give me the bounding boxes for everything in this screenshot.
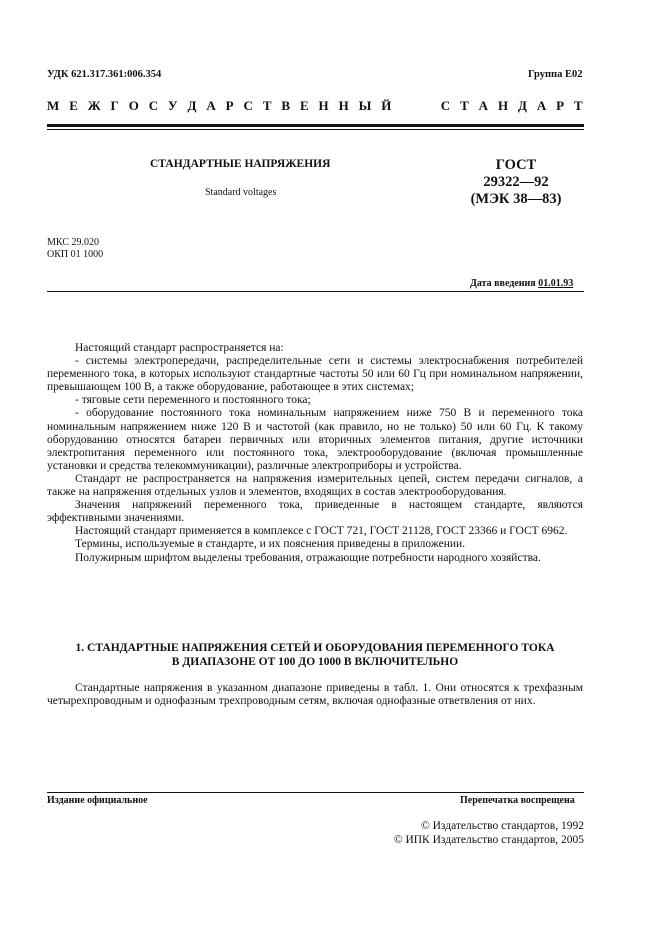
date-rule bbox=[47, 291, 584, 292]
scope-item-traction: - тяговые сети переменного и постоянного тока; bbox=[75, 394, 311, 407]
scope-item-power-systems: - системы электропередачи, распределительные сети и системы электроснабжения потребителей переменного тока, в которых используют стандартные частоты 50 или 60 Гц при номинальном напряжении, превышающем 100 В, а также оборудование, работающее в этих системах; bbox=[47, 355, 583, 394]
scope-item-dc-equipment: - оборудование постоянного тока номинальным напряжением ниже 750 В и переменного тока номинальным напряжением ниже 120 В и частотой (как правило, но не только) 50 или 60 Гц. К такому оборудованию относятся батареи первичных или вторичных элементов питания, другие источники электропитания переменного или постоянного тока, электрооборудование (включая промышленные установки и средства телекоммуникации), различные электроприборы и устройства. bbox=[47, 407, 583, 472]
banner-letter: Е bbox=[69, 98, 78, 113]
banner-letter bbox=[401, 98, 404, 114]
banner-letter: С bbox=[440, 98, 451, 113]
section-1-body bbox=[47, 682, 583, 708]
banner-letter: О bbox=[128, 98, 139, 113]
header-rule-thick bbox=[47, 124, 584, 127]
okp-code: ОКП 01 1000 bbox=[47, 249, 104, 260]
banner-letter: А bbox=[536, 98, 547, 113]
banner-letter: Р bbox=[556, 98, 565, 113]
banner-letter: Н bbox=[318, 98, 329, 113]
copyright-line-1: © Издательство стандартов, 1992 bbox=[420, 820, 584, 832]
banner-letter: Н bbox=[338, 98, 349, 113]
exclusions-paragraph: Стандарт не распространяется на напряжения измерительных цепей, систем передачи сигналов, а также на напряжения отдельных узлов и элементов, входящих в состав электрооборудования. bbox=[47, 472, 583, 499]
document-body bbox=[47, 342, 583, 565]
related-standards-paragraph: Настоящий стандарт применяется в комплексе с ГОСТ 721, ГОСТ 21128, ГОСТ 23366 и ГОСТ 6962. bbox=[75, 525, 568, 538]
official-edition-label: Издание официальное bbox=[47, 795, 148, 806]
rms-values-paragraph: Значения напряжений переменного тока, приведенные в настоящем стандарте, являются эффективными значениями. bbox=[47, 499, 583, 525]
banner-letter: Н bbox=[497, 98, 509, 113]
banner-letter: Р bbox=[225, 98, 234, 113]
banner-letter: В bbox=[281, 98, 291, 113]
banner-letter: М bbox=[47, 98, 60, 113]
intro-date-value: 01.01.93 bbox=[538, 278, 574, 289]
banner-letter: Е bbox=[299, 98, 309, 113]
document-title-english: Standard voltages bbox=[205, 187, 277, 198]
section-1-heading-line1: 1. СТАНДАРТНЫЕ НАПРЯЖЕНИЯ СЕТЕЙ И ОБОРУДОВАНИЯ ПЕРЕМЕННОГО ТОКА bbox=[75, 642, 555, 654]
banner-letter: С bbox=[243, 98, 253, 113]
header-rule-thin bbox=[47, 129, 584, 130]
section-1-heading bbox=[47, 641, 583, 669]
banner-letter: Т bbox=[262, 98, 272, 113]
banner-letter bbox=[428, 98, 431, 114]
group-code: Группа Е02 bbox=[528, 69, 583, 80]
banner-letter: Д bbox=[517, 98, 527, 113]
gost-designation bbox=[466, 157, 566, 208]
banner-letter: Т bbox=[574, 98, 583, 113]
mks-code: МКС 29.020 bbox=[47, 237, 99, 248]
banner-letter: Г bbox=[110, 98, 119, 113]
udk-code: УДК 621.317.361:006.354 bbox=[47, 69, 162, 80]
iec-reference: (МЭК 38—83) bbox=[470, 191, 562, 207]
banner-letter: Д bbox=[187, 98, 197, 113]
scope-intro: Настоящий стандарт распространяется на: bbox=[75, 342, 284, 354]
banner-letter: Ж bbox=[87, 98, 101, 113]
terms-paragraph: Термины, используемые в стандарте, и их пояснения приведены в приложении. bbox=[75, 538, 466, 551]
document-title: СТАНДАРТНЫЕ НАПРЯЖЕНИЯ bbox=[150, 158, 331, 170]
banner-letter bbox=[414, 98, 417, 114]
banner-letter: У bbox=[168, 98, 178, 113]
copyright-line-2: © ИПК Издательство стандартов, 2005 bbox=[393, 834, 584, 846]
copyright-block bbox=[360, 819, 584, 847]
banner-letter: Т bbox=[460, 98, 469, 113]
gost-label: ГОСТ bbox=[495, 157, 537, 173]
intro-date-label: Дата введения bbox=[470, 278, 536, 289]
classification-codes bbox=[47, 237, 103, 261]
footer-rule bbox=[47, 792, 584, 793]
reprint-prohibited-label: Перепечатка воспрещена bbox=[460, 795, 575, 806]
bold-requirements-paragraph: Полужирным шрифтом выделены требования, отражающие потребности народного хозяйства. bbox=[75, 551, 541, 564]
banner-letter: А bbox=[206, 98, 216, 113]
section-1-heading-line2: В ДИАПАЗОНЕ ОТ 100 ДО 1000 В ВКЛЮЧИТЕЛЬНО bbox=[171, 656, 459, 668]
banner-letter: С bbox=[148, 98, 159, 113]
intro-date bbox=[470, 278, 573, 289]
banner-letter: Ы bbox=[358, 98, 372, 113]
banner-letter: А bbox=[478, 98, 489, 113]
section-1-paragraph: Стандартные напряжения в указанном диапазоне приведены в табл. 1. Они относятся к трехфазным четырехпроводным и однофазным трехпроводным сетям, включая однофазные ответвления от них. bbox=[47, 682, 583, 708]
gost-number: 29322—92 bbox=[483, 174, 549, 190]
banner-letter: Й bbox=[381, 98, 392, 113]
standard-type-banner bbox=[47, 98, 583, 114]
